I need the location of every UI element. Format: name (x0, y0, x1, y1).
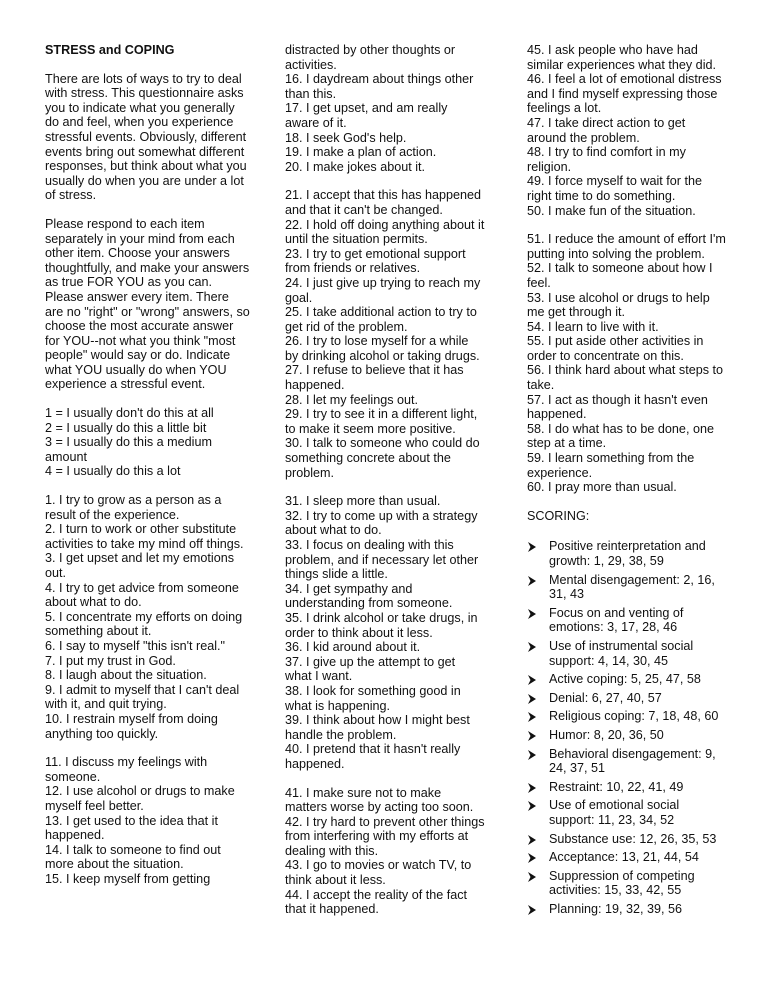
questionnaire-item: 33. I focus on dealing with this problem, and if necessary let other things slide a little. (285, 538, 479, 582)
arrowhead-bullet-icon (527, 801, 537, 811)
scoring-item (527, 606, 727, 635)
item-group (285, 43, 485, 174)
questionnaire-item: 26. I try to lose myself for a while by drinking alcohol or taking drugs. (285, 334, 480, 363)
questionnaire-item: 32. I try to come up with a strategy about what to do. (285, 508, 478, 538)
questionnaire-item: 20. I make jokes about it. (285, 159, 426, 174)
questionnaire-item: 7. I put my trust in God. (45, 653, 176, 668)
scoring-text: Positive reinterpretation and growth: 1, 29, 38, 59 (549, 539, 706, 568)
questionnaire-item: 23. I try to get emotional support from friends or relatives. (285, 246, 466, 276)
arrowhead-bullet-icon (527, 905, 537, 915)
questionnaire-item: 9. I admit to myself that I can't deal with it, and quit trying. (45, 682, 240, 712)
scoring-text: Behavioral disengagement: 9, 24, 37, 51 (549, 746, 716, 776)
scoring-item (527, 850, 727, 865)
arrowhead-bullet-icon (527, 576, 537, 586)
questionnaire-item: 15. I keep myself from getting (45, 871, 211, 886)
item-group (285, 188, 485, 480)
questionnaire-item: 3. I get upset and let my emotions out. (45, 551, 235, 580)
questionnaire-item: 4. I try to get advice from someone about what to do. (45, 580, 239, 610)
scoring-text: Substance use: 12, 26, 35, 53 (549, 831, 717, 846)
questionnaire-item: 29. I try to see it in a different light, to make it seem more positive. (285, 407, 478, 436)
questionnaire-item: 36. I kid around about it. (285, 640, 421, 655)
scoring-text: Planning: 19, 32, 39, 56 (549, 901, 683, 916)
arrowhead-bullet-icon (527, 712, 537, 722)
questionnaire-item: 42. I try hard to prevent other things from interfering with my efforts at dealing with this. (285, 814, 485, 858)
questionnaire-item: 40. I pretend that it hasn't really happened. (285, 742, 461, 771)
scoring-item (527, 691, 727, 706)
questionnaire-item: 50. I make fun of the situation. (527, 203, 696, 218)
questionnaire-item: 48. I try to find comfort in my religion. (527, 145, 686, 174)
arrowhead-bullet-icon (527, 675, 537, 685)
scoring-item (527, 672, 727, 687)
arrowhead-bullet-icon (527, 642, 537, 652)
arrowhead-bullet-icon (527, 872, 537, 882)
questionnaire-item: 6. I say to myself "this isn't real." (45, 638, 226, 653)
scoring-text: Religious coping: 7, 18, 48, 60 (549, 709, 719, 724)
questionnaire-item: 19. I make a plan of action. (285, 145, 437, 160)
questionnaire-item: 46. I feel a lot of emotional distress and I find myself expressing those feelings a lot. (527, 72, 722, 116)
scoring-list (527, 539, 727, 916)
questionnaire-item: 28. I let my feelings out. (285, 392, 419, 407)
questionnaire-item: 17. I get upset, and am really aware of it. (285, 101, 448, 130)
questionnaire-item: 43. I go to movies or watch TV, to think about it less. (285, 858, 472, 888)
questionnaire-item: 49. I force myself to wait for the right time to do something. (527, 174, 702, 203)
item-group (45, 755, 250, 886)
questionnaire-item: 2. I turn to work or other substitute activities to take my mind off things. (45, 522, 244, 551)
scoring-text: Suppression of competing activities: 15, 33, 42, 55 (549, 868, 695, 898)
questionnaire-item: 25. I take additional action to try to get rid of the problem. (285, 305, 477, 334)
questionnaire-item: 52. I talk to someone about how I feel. (527, 261, 713, 290)
arrowhead-bullet-icon (527, 609, 537, 619)
questionnaire-item: 44. I accept the reality of the fact that it happened. (285, 887, 468, 917)
questionnaire-item: 39. I think about how I might best handle the problem. (285, 713, 470, 742)
arrowhead-bullet-icon (527, 731, 537, 741)
questionnaire-item: 10. I restrain myself from doing anything too quickly. (45, 711, 218, 741)
scoring-item (527, 869, 727, 898)
scoring-text: Mental disengagement: 2, 16, 31, 43 (549, 572, 715, 602)
scoring-text: Use of instrumental social support: 4, 14, 30, 45 (549, 638, 694, 668)
scoring-text: Focus on and venting of emotions: 3, 17, 28, 46 (549, 605, 684, 635)
item-group (45, 493, 250, 741)
questionnaire-item: 8. I laugh about the situation. (45, 668, 207, 683)
questionnaire-item: 41. I make sure not to make matters worse by acting too soon. (285, 785, 474, 815)
questionnaire-item: 34. I get sympathy and understanding from someone. (285, 581, 453, 611)
questionnaire-item: 56. I think hard about what steps to take. (527, 363, 724, 393)
questionnaire-item: 55. I put aside other activities in order to concentrate on this. (527, 334, 704, 363)
scoring-item (527, 573, 727, 602)
instructions-paragraph: Please respond to each item separately in your mind from each other item. Choose your answers thoughtfully, and make your answers as true FOR YOU as you can. Please answer every item. There are no "right" or "wrong" answers, so choose the most accurate answer for YOU--not what you think "most people" would say or do. Indicate what YOU usually do when YOU experience a stressful event. (45, 216, 250, 392)
questionnaire-item: 35. I drink alcohol or take drugs, in order to think about it less. (285, 610, 478, 640)
scale-item: 3 = I usually do this a medium amount (45, 435, 212, 464)
questionnaire-item: 60. I pray more than usual. (527, 480, 677, 495)
questionnaire-item: 5. I concentrate my efforts on doing something about it. (45, 609, 243, 639)
questionnaire-item: 51. I reduce the amount of effort I'm putting into solving the problem. (527, 232, 726, 261)
questionnaire-item: 27. I refuse to believe that it has happened. (285, 363, 464, 393)
scoring-item (527, 902, 727, 917)
scoring-item (527, 728, 727, 743)
arrowhead-bullet-icon (527, 750, 537, 760)
questionnaire-item: 57. I act as though it hasn't even happened. (527, 392, 708, 422)
questionnaire-item: 18. I seek God's help. (285, 130, 407, 145)
scoring-text: Active coping: 5, 25, 47, 58 (549, 672, 701, 687)
questionnaire-item: 38. I look for something good in what is happening. (285, 683, 461, 713)
scoring-text: Denial: 6, 27, 40, 57 (549, 690, 662, 705)
questionnaire-item: 45. I ask people who have had similar experiences what they did. (527, 43, 716, 72)
questionnaire-item: 30. I talk to someone who could do something concrete about the problem. (285, 436, 480, 480)
questionnaire-item: 54. I learn to live with it. (527, 319, 659, 334)
arrowhead-bullet-icon (527, 853, 537, 863)
scoring-text: Use of emotional social support: 11, 23, 34, 52 (549, 798, 680, 827)
scale-item: 4 = I usually do this a lot (45, 464, 181, 479)
questionnaire-item: 47. I take direct action to get around the problem. (527, 115, 686, 145)
questionnaire-item: 24. I just give up trying to reach my goal. (285, 275, 481, 305)
document-title: STRESS and COPING (45, 43, 175, 57)
scale-item: 1 = I usually don't do this at all (45, 406, 214, 421)
arrowhead-bullet-icon (527, 835, 537, 845)
questionnaire-item: 21. I accept that this has happened and that it can't be changed. (285, 188, 482, 217)
scoring-item (527, 709, 727, 724)
arrowhead-bullet-icon (527, 542, 537, 552)
item-group (527, 43, 727, 218)
questionnaire-item: 16. I daydream about things other than this. (285, 72, 474, 101)
item-group (285, 494, 485, 771)
column-3 (527, 43, 727, 920)
scoring-item (527, 832, 727, 847)
scoring-title: SCORING: (527, 508, 590, 523)
scoring-item (527, 798, 727, 827)
questionnaire-item: 11. I discuss my feelings with someone. (45, 755, 208, 784)
questionnaire-item: 14. I talk to someone to find out more about the situation. (45, 842, 221, 872)
scoring-item (527, 780, 727, 795)
questionnaire-item: 31. I sleep more than usual. (285, 494, 441, 509)
questionnaire-item: 58. I do what has to be done, one step at a time. (527, 421, 714, 451)
rating-scale (45, 406, 250, 479)
questionnaire-item: 12. I use alcohol or drugs to make myself feel better. (45, 784, 235, 813)
questionnaire-item: 1. I try to grow as a person as a result of the experience. (45, 493, 222, 522)
scale-item: 2 = I usually do this a little bit (45, 420, 207, 435)
item-group (285, 786, 485, 917)
intro-paragraph: There are lots of ways to try to deal with stress. This questionnaire asks you to indicate what you generally do and feel, when you experience stressful events. Obviously, different events bring out somewhat different responses, but think about what you usually do when you are under a lot of stress. (45, 71, 247, 203)
arrowhead-bullet-icon (527, 694, 537, 704)
scoring-text: Restraint: 10, 22, 41, 49 (549, 779, 684, 794)
arrowhead-bullet-icon (527, 783, 537, 793)
column-2 (285, 43, 485, 931)
questionnaire-item: 53. I use alcohol or drugs to help me get through it. (527, 290, 710, 320)
questionnaire-item: 13. I get used to the idea that it happened. (45, 813, 218, 843)
scoring-item (527, 747, 727, 776)
scoring-item (527, 639, 727, 668)
questionnaire-item: distracted by other thoughts or activities. (285, 43, 456, 72)
questionnaire-item: 37. I give up the attempt to get what I want. (285, 654, 456, 684)
scoring-text: Acceptance: 13, 21, 44, 54 (549, 850, 699, 865)
column-1 (45, 43, 250, 900)
scoring-item (527, 539, 727, 568)
questionnaire-item: 22. I hold off doing anything about it until the situation permits. (285, 217, 485, 247)
questionnaire-item: 59. I learn something from the experience. (527, 451, 695, 480)
scoring-text: Humor: 8, 20, 36, 50 (549, 727, 664, 742)
item-group (527, 232, 727, 495)
